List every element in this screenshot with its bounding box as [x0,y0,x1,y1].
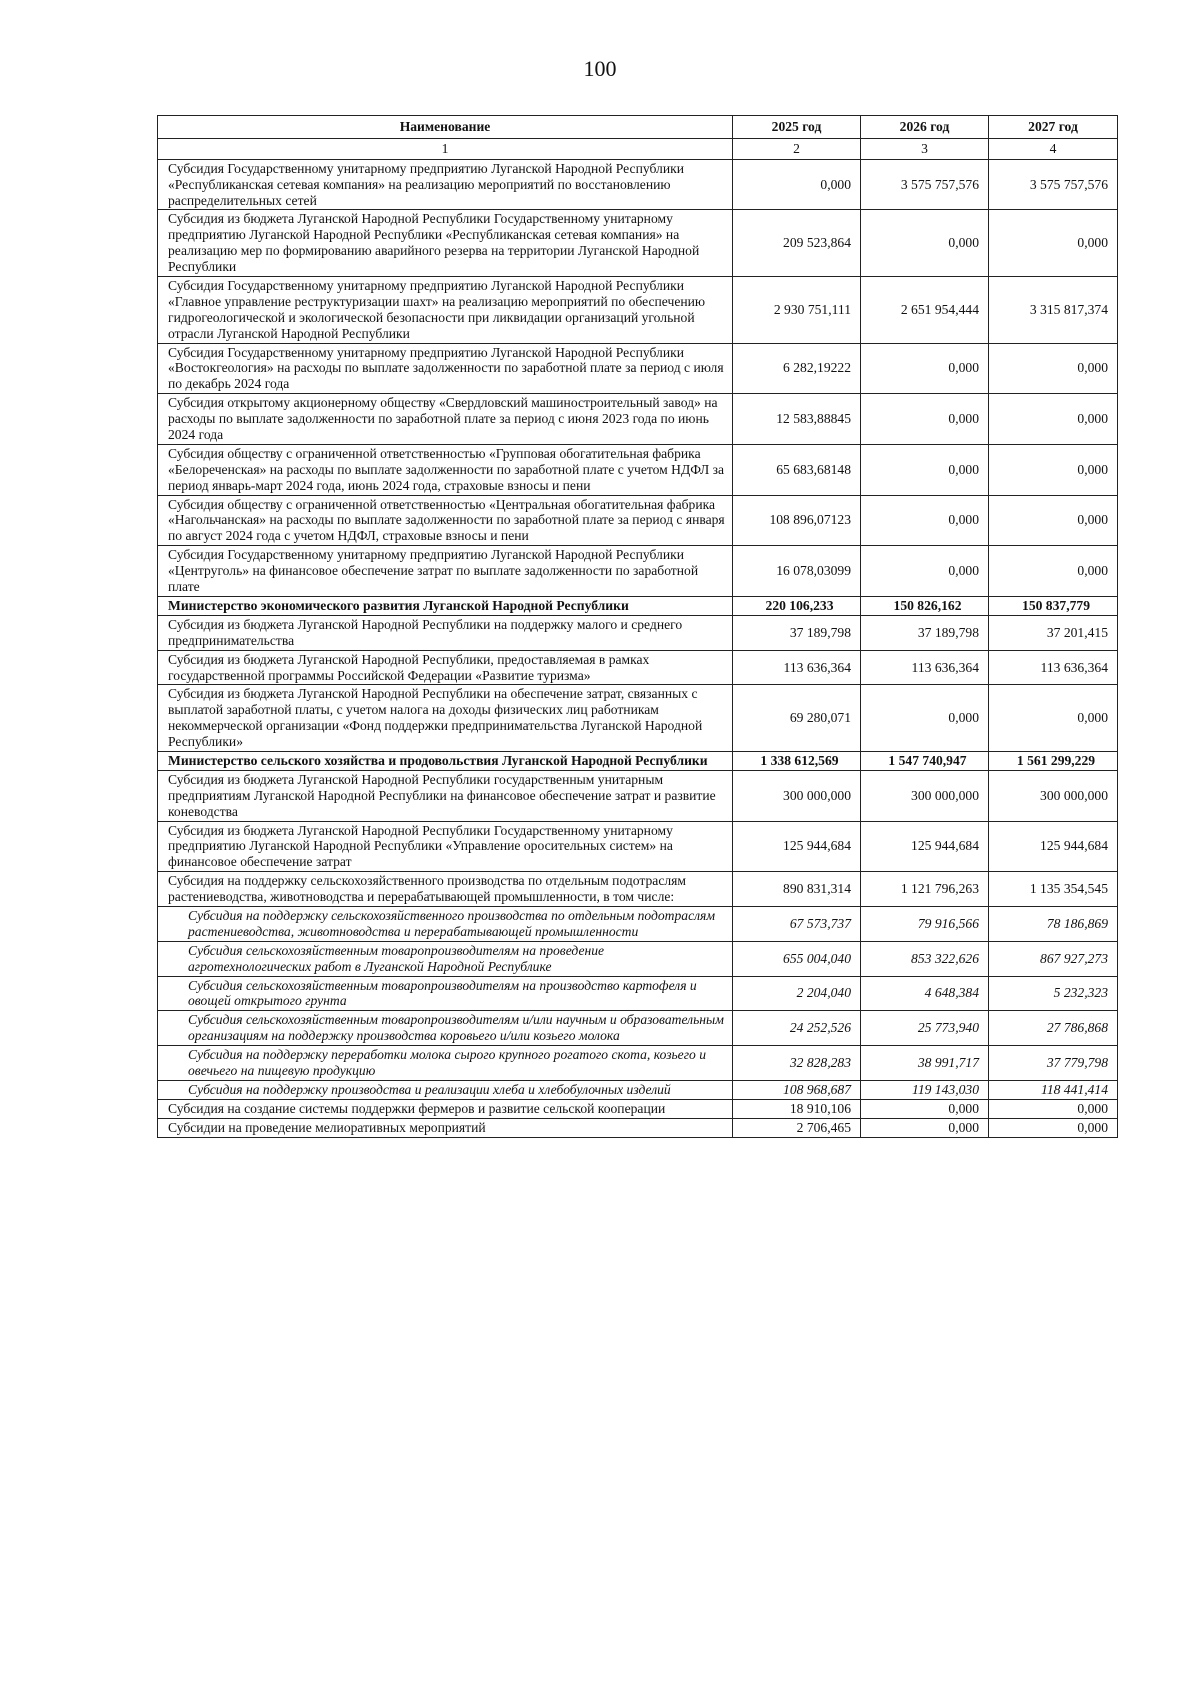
row-value-2025: 69 280,071 [733,685,861,752]
row-value-2025: 209 523,864 [733,210,861,277]
row-value-2025: 108 968,687 [733,1080,861,1099]
column-index-4: 4 [989,138,1118,159]
sub-item-row [158,1011,1118,1046]
table-row [158,495,1118,546]
row-value-2027: 0,000 [989,685,1118,752]
row-name: Субсидия сельскохозяйственным товаропроизводителям и/или научным и образовательным организациям на поддержку производства коровьего и/или козьего молока [158,1011,733,1046]
row-name: Субсидия из бюджета Луганской Народной Республики Государственному унитарному предприятию Луганской Народной Республики «Управление оросительных систем» на финансовое обеспечение затрат [158,821,733,872]
row-value-2027: 125 944,684 [989,821,1118,872]
row-value-2025: 655 004,040 [733,941,861,976]
row-value-2026: 119 143,030 [861,1080,989,1099]
sub-item-row [158,941,1118,976]
row-name: Субсидия из бюджета Луганской Народной Республики на обеспечение затрат, связанных с выплатой заработной платы, с учетом налога на доходы физических лиц работникам некоммерческой организации «Фонд поддержки предпринимательства Луганской Народной Республики» [158,685,733,752]
row-value-2027: 0,000 [989,343,1118,394]
row-name: Субсидия сельскохозяйственным товаропроизводителям на производство картофеля и овощей открытого грунта [158,976,733,1011]
column-index-3: 3 [861,138,989,159]
table-row [158,770,1118,821]
row-value-2027: 0,000 [989,394,1118,445]
table-row [158,210,1118,277]
sub-item-row [158,976,1118,1011]
row-value-2026: 79 916,566 [861,906,989,941]
row-value-2025: 0,000 [733,159,861,210]
row-value-2027: 5 232,323 [989,976,1118,1011]
row-value-2026: 113 636,364 [861,650,989,685]
row-value-2027: 37 779,798 [989,1046,1118,1081]
column-index-1: 1 [158,138,733,159]
row-value-2027: 3 315 817,374 [989,277,1118,344]
row-value-2026: 0,000 [861,1118,989,1137]
row-value-2027: 27 786,868 [989,1011,1118,1046]
row-name: Субсидия Государственному унитарному предприятию Луганской Народной Республики «Центруголь» на финансовое обеспечение затрат по выплате задолженности по заработной плате [158,546,733,597]
ministry-row [158,596,1118,615]
table-row [158,650,1118,685]
header-2026: 2026 год [861,116,989,139]
row-value-2027: 0,000 [989,210,1118,277]
table-row [158,546,1118,597]
row-value-2026: 25 773,940 [861,1011,989,1046]
row-value-2026: 0,000 [861,394,989,445]
row-value-2025: 24 252,526 [733,1011,861,1046]
row-value-2026: 38 991,717 [861,1046,989,1081]
column-index-row [158,138,1118,159]
row-value-2027: 37 201,415 [989,615,1118,650]
row-value-2026: 3 575 757,576 [861,159,989,210]
table-row [158,615,1118,650]
table-row [158,872,1118,907]
row-value-2026: 853 322,626 [861,941,989,976]
row-value-2026: 125 944,684 [861,821,989,872]
row-name: Субсидия из бюджета Луганской Народной Республики, предоставляемая в рамках государственной программы Российской Федерации «Развитие туризма» [158,650,733,685]
row-value-2026: 0,000 [861,546,989,597]
header-2027: 2027 год [989,116,1118,139]
row-name: Министерство экономического развития Луганской Народной Республики [158,596,733,615]
row-value-2027: 3 575 757,576 [989,159,1118,210]
table-row [158,1099,1118,1118]
row-value-2027: 113 636,364 [989,650,1118,685]
row-value-2025: 2 706,465 [733,1118,861,1137]
row-value-2026: 0,000 [861,495,989,546]
header-2025: 2025 год [733,116,861,139]
sub-item-row [158,906,1118,941]
row-name: Субсидия обществу с ограниченной ответственностью «Групповая обогатительная фабрика «Белореченская» на расходы по выплате задолженности по заработной плате с учетом НДФЛ за период январь-март 2024 года, июнь 2024 года, страховые взносы и пени [158,444,733,495]
row-value-2027: 867 927,273 [989,941,1118,976]
row-value-2027: 1 135 354,545 [989,872,1118,907]
table-row [158,343,1118,394]
row-name: Министерство сельского хозяйства и продовольствия Луганской Народной Республики [158,751,733,770]
row-value-2027: 300 000,000 [989,770,1118,821]
row-value-2025: 108 896,07123 [733,495,861,546]
row-name: Субсидия обществу с ограниченной ответственностью «Центральная обогатительная фабрика «Нагольчанская» на расходы по выплате задолженности по заработной плате за период с января по август 2024 года с учетом НДФЛ, страховые взносы и пени [158,495,733,546]
row-value-2026: 0,000 [861,210,989,277]
table-row [158,394,1118,445]
table-row [158,277,1118,344]
row-value-2026: 4 648,384 [861,976,989,1011]
row-value-2026: 2 651 954,444 [861,277,989,344]
row-name: Субсидия сельскохозяйственным товаропроизводителям на проведение агротехнологических работ в Луганской Народной Республике [158,941,733,976]
row-value-2027: 0,000 [989,444,1118,495]
table-row [158,159,1118,210]
row-name: Субсидия на поддержку производства и реализации хлеба и хлебобулочных изделий [158,1080,733,1099]
row-value-2025: 16 078,03099 [733,546,861,597]
header-name: Наименование [158,116,733,139]
row-value-2025: 300 000,000 [733,770,861,821]
row-name: Субсидия на поддержку сельскохозяйственного производства по отдельным подотраслям растениеводства, животноводства и перерабатывающей промышленности, в том числе: [158,872,733,907]
row-value-2025: 37 189,798 [733,615,861,650]
row-value-2026: 37 189,798 [861,615,989,650]
row-value-2026: 0,000 [861,444,989,495]
row-name: Субсидия Государственному унитарному предприятию Луганской Народной Республики «Главное управление реструктуризации шахт» на реализацию мероприятий по обеспечению гидрогеологической и экологической безопасности при ликвидации организаций угольной отрасли Луганской Народной Республики [158,277,733,344]
row-value-2025: 220 106,233 [733,596,861,615]
row-name: Субсидия из бюджета Луганской Народной Республики на поддержку малого и среднего предпринимательства [158,615,733,650]
sub-item-row [158,1046,1118,1081]
row-name: Субсидия Государственному унитарному предприятию Луганской Народной Республики «Востокгеология» на расходы по выплате задолженности по заработной плате за период с июля по декабрь 2024 года [158,343,733,394]
row-value-2025: 18 910,106 [733,1099,861,1118]
row-value-2025: 12 583,88845 [733,394,861,445]
row-value-2025: 113 636,364 [733,650,861,685]
row-value-2027: 78 186,869 [989,906,1118,941]
column-index-2: 2 [733,138,861,159]
row-value-2027: 118 441,414 [989,1080,1118,1099]
row-value-2025: 2 930 751,111 [733,277,861,344]
row-value-2027: 0,000 [989,546,1118,597]
row-name: Субсидия из бюджета Луганской Народной Республики государственным унитарным предприятиям Луганской Народной Республики на финансовое обеспечение затрат и развитие коневодства [158,770,733,821]
page-number: 100 [583,56,617,81]
row-value-2025: 6 282,19222 [733,343,861,394]
ministry-row [158,751,1118,770]
row-value-2025: 2 204,040 [733,976,861,1011]
row-value-2026: 1 121 796,263 [861,872,989,907]
row-value-2026: 0,000 [861,343,989,394]
row-name: Субсидия на поддержку сельскохозяйственного производства по отдельным подотраслям растениеводства, животноводства и перерабатывающей промышленности [158,906,733,941]
row-name: Субсидия из бюджета Луганской Народной Республики Государственному унитарному предприятию Луганской Народной Республики «Республиканская сетевая компания» на реализацию мер по формированию аварийного резерва на территории Луганской Народной Республики [158,210,733,277]
row-value-2027: 150 837,779 [989,596,1118,615]
row-value-2026: 0,000 [861,1099,989,1118]
row-value-2025: 67 573,737 [733,906,861,941]
row-value-2026: 0,000 [861,685,989,752]
row-value-2027: 0,000 [989,495,1118,546]
table-row [158,1118,1118,1137]
row-value-2027: 1 561 299,229 [989,751,1118,770]
table-row [158,444,1118,495]
row-name: Субсидия на поддержку переработки молока сырого крупного рогатого скота, козьего и овечьего на пищевую продукцию [158,1046,733,1081]
row-value-2025: 1 338 612,569 [733,751,861,770]
row-name: Субсидия на создание системы поддержки фермеров и развитие сельской кооперации [158,1099,733,1118]
row-name: Субсидия Государственному унитарному предприятию Луганской Народной Республики «Республиканская сетевая компания» на реализацию мероприятий по восстановлению распределительных сетей [158,159,733,210]
row-value-2027: 0,000 [989,1099,1118,1118]
row-value-2025: 65 683,68148 [733,444,861,495]
row-name: Субсидия открытому акционерному обществу «Свердловский машиностроительный завод» на расходы по выплате задолженности по заработной плате за период с июня 2023 года по июнь 2024 года [158,394,733,445]
row-value-2025: 32 828,283 [733,1046,861,1081]
row-value-2026: 300 000,000 [861,770,989,821]
row-value-2025: 890 831,314 [733,872,861,907]
row-value-2026: 1 547 740,947 [861,751,989,770]
row-value-2025: 125 944,684 [733,821,861,872]
table-row [158,685,1118,752]
row-name: Субсидии на проведение мелиоративных мероприятий [158,1118,733,1137]
row-value-2027: 0,000 [989,1118,1118,1137]
table-header-row [158,116,1118,139]
row-value-2026: 150 826,162 [861,596,989,615]
sub-item-row [158,1080,1118,1099]
budget-table [157,115,1118,1138]
table-row [158,821,1118,872]
